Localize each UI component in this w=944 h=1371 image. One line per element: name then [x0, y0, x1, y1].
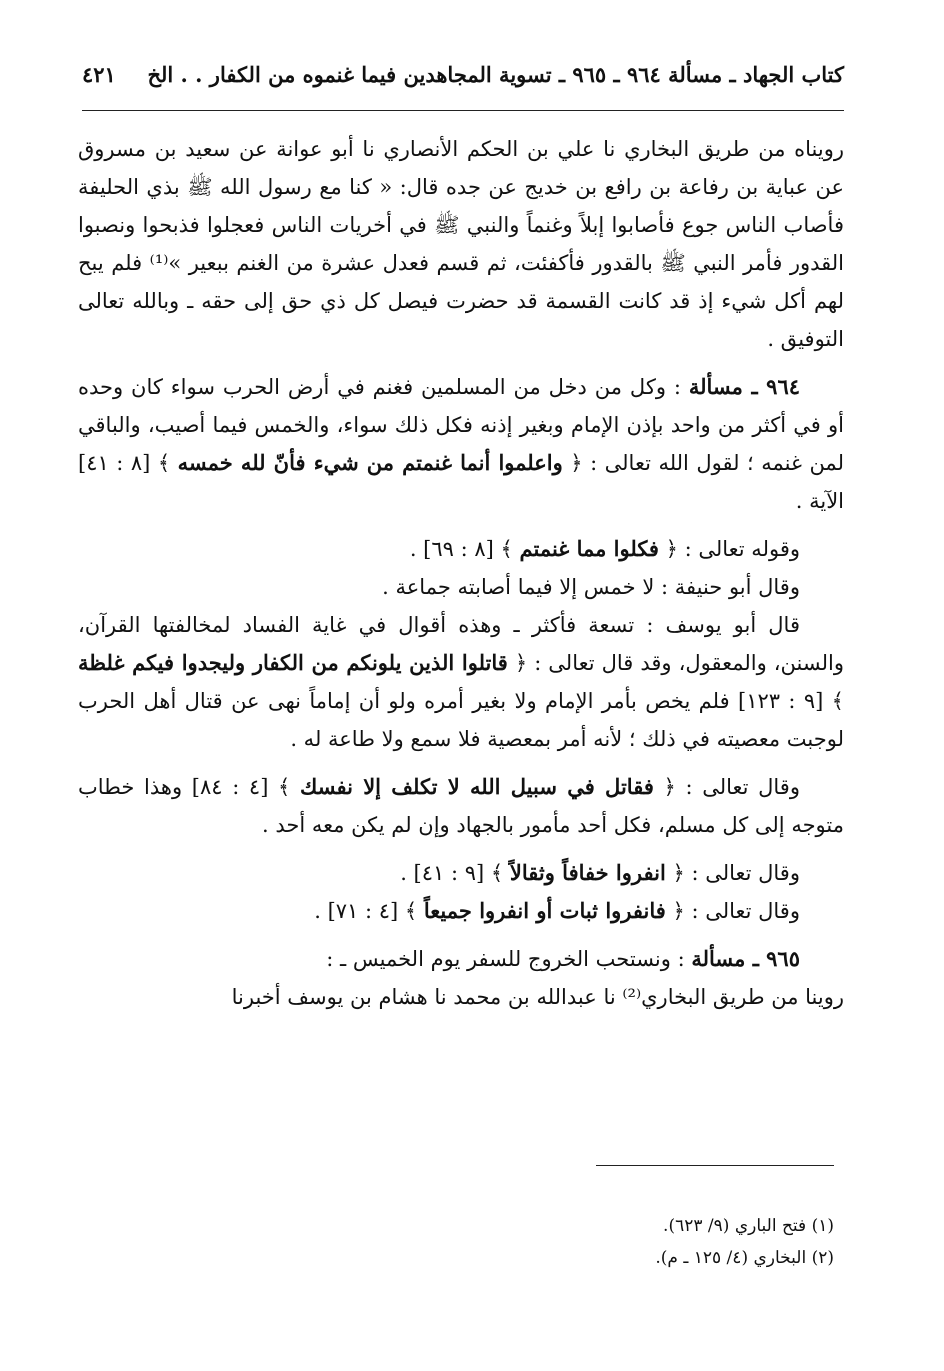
bold-text-run: فانفروا ثبات أو انفروا جميعاً [423, 898, 666, 923]
page-number: ٤٢١ [82, 62, 116, 87]
header-rule [82, 110, 844, 111]
footnote-2: (٢) البخاري (٤/ ١٢٥ ـ م). [655, 1248, 834, 1268]
paragraph-abu-hanifa [78, 568, 844, 606]
footnote-rule [596, 1165, 834, 1166]
text-run: وقوله تعالى : ﴿ [658, 537, 800, 561]
bold-text-run: انفروا خفافاً وثقالاً [509, 860, 666, 885]
paragraph-quote-qatil [78, 768, 844, 844]
paragraph-abu-yusuf [78, 606, 844, 758]
text-run: وقال أبو حنيفة : لا خمس إلا فيما أصابته جماعة . [382, 575, 800, 599]
text-run: وقال تعالى : ﴿ [653, 775, 800, 799]
paragraph-quote-fanfiru [78, 892, 844, 930]
bold-text-run: ٩٦٥ ـ مسألة [691, 946, 800, 971]
text-run: وقال تعالى : ﴿ [665, 899, 800, 923]
text-run: ﴾ [٨ : ٤١] الآية . [78, 451, 844, 513]
bold-text-run: قاتلوا الذين يلونكم من الكفار وليجدوا فيكم غلظة [78, 650, 508, 675]
text-run: قال أبو يوسف : تسعة فأكثر ـ وهذه أقوال في غاية الفساد لمخالفتها القرآن، والسنن، والمعقول، وقد قال تعالى : ﴿ [78, 613, 844, 675]
text-run: ﴾ [٨ : ٦٩] . [409, 537, 520, 561]
text-run: : وكل من دخل من المسلمين فغنم في أرض الحرب سواء كان وحده أو في أكثر من واحد بإذن الإمام وبغير إذنه فكل ذلك سواء، والخمس فيما أصيب، والباقي لمن غنمه ؛ لقول الله تعالى : ﴿ [78, 375, 844, 475]
paragraph-hadith-intro [78, 130, 844, 358]
text-run: ﴾ [٤ : ٨٤] وهذا خطاب متوجه إلى كل مسلم، فكل أحد مأمور بالجهاد وإن لم يكن معه أحد . [78, 775, 844, 837]
bold-text-run: فقاتل في سبيل الله لا تكلف إلا نفسك [300, 774, 654, 799]
paragraph-masala-965 [78, 940, 844, 978]
text-run: وقال تعالى : ﴿ [665, 861, 800, 885]
bold-text-run: واعلموا أنما غنمتم من شيء فأنّ لله خمسه [177, 450, 563, 475]
paragraph-quote-kulu [78, 530, 844, 568]
running-header [82, 58, 844, 98]
text-run: ﴾ [٩ : ١٢٣] فلم يخص بأمر الإمام ولا بغير أمره ولو أن إماماً نهى عن قتال أهل الحرب لوجبت معصيته في ذلك ؛ لأنه أمر بمعصية فلا سمع ولا طاعة له . [78, 689, 844, 751]
text-run: ﴾ [٩ : ٤١] . [400, 861, 510, 885]
main-text [78, 130, 844, 1016]
paragraph-quote-infiru [78, 854, 844, 892]
paragraph-riwaya [78, 978, 844, 1016]
footnote-1: (١) فتح الباري (٩/ ٦٢٣). [663, 1216, 834, 1236]
text-run: : ونستحب الخروج للسفر يوم الخميس ـ : [326, 947, 692, 971]
footnotes [300, 1210, 834, 1274]
text-run: رويناه من طريق البخاري نا علي بن الحكم الأنصاري نا أبو عوانة عن سعيد بن مسروق عن عباية بن رفاعة بن رافع بن خديج عن جده قال: « كنا مع رسول الله ﷺ بذي الحليفة فأصاب الناس جوع فأصابوا إبلاً وغنماً والنبي ﷺ في أخريات الناس فعجلوا فذبحوا ونصبوا القدور فأمر النبي ﷺ بالقدور فأكفئت، ثم قسم فعدل عشرة من الغنم ببعير »⁽¹⁾ فلم يبح لهم أكل شيء إذ قد كانت القسمة قد حضرت فيصل كل ذي حق إلى حقه ـ وبالله تعالى التوفيق . [78, 137, 844, 351]
bold-text-run: فكلوا مما غنمتم [519, 536, 659, 561]
text-run: ﴾ [٤ : ٧١] . [314, 899, 424, 923]
paragraph-masala-964 [78, 368, 844, 520]
header-title: كتاب الجهاد ـ مسألة ٩٦٤ ـ ٩٦٥ ـ تسوية المجاهدين فيما غنموه من الكفار . . الخ [147, 62, 844, 87]
text-run: روينا من طريق البخاري⁽²⁾ نا عبدالله بن محمد نا هشام بن يوسف أخبرنا [231, 985, 844, 1009]
bold-text-run: ٩٦٤ ـ مسألة [688, 374, 801, 399]
